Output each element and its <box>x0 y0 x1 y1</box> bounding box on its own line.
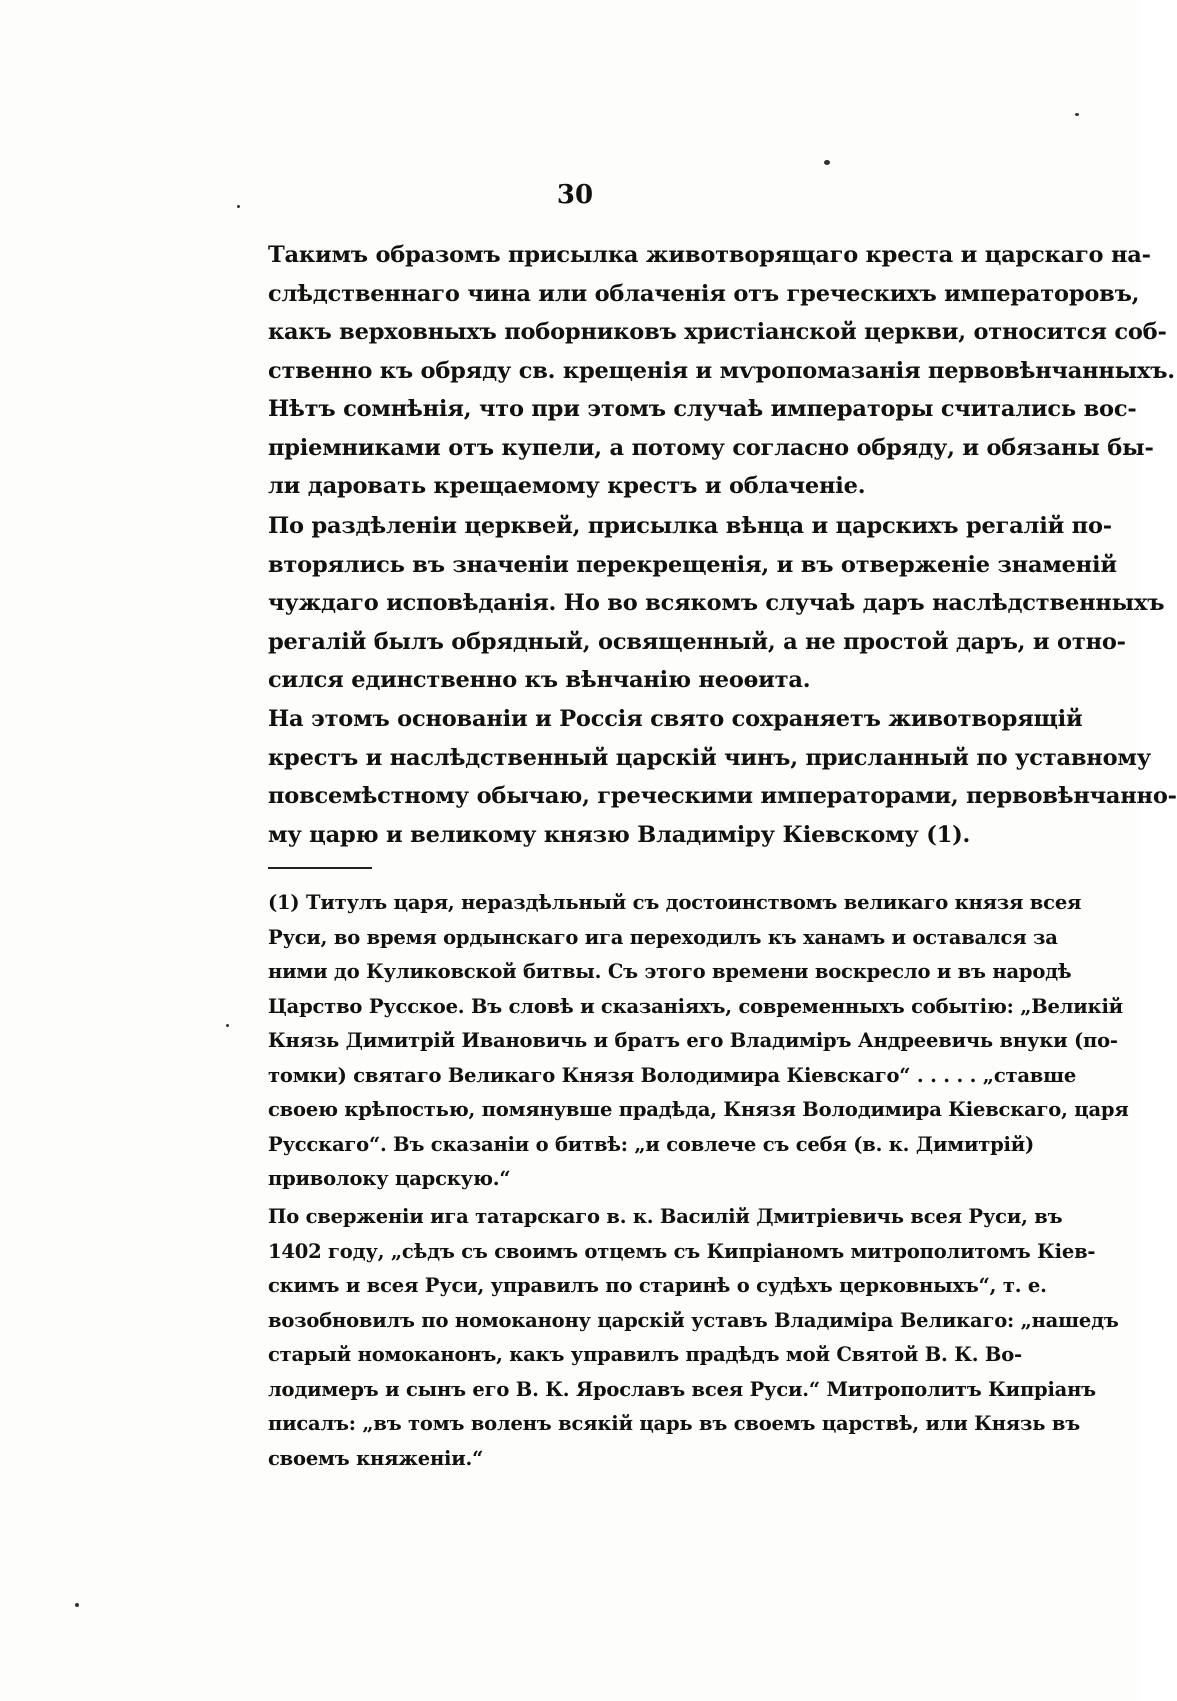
text-line: чуждаго исповѣданія. Но во всякомъ случаѣ даръ наслѣдственныхъ <box>268 590 1165 616</box>
footnote-line: Русскаго“. Въ сказаніи о битвѣ: „и совлече съ себя (в. к. Димитрій) <box>268 1132 1035 1156</box>
text-line: вторялись въ значеніи перекрещенія, и въ отверженіе знаменій <box>268 551 1117 578</box>
text-line: ли даровать крещаемому крестъ и облаченіе. <box>268 473 866 499</box>
text-line: слѣдственнаго чина или облаченія отъ греческихъ императоровъ, <box>268 280 1140 307</box>
footnote-line: возобновилъ по номоканону царскій уставъ Владиміра Великаго: „нашедъ <box>268 1308 1119 1332</box>
footnote-line: приволоку царскую.“ <box>268 1167 511 1190</box>
scan-speck <box>226 1024 229 1027</box>
footnote-divider <box>268 867 372 869</box>
footnote-line: лодимеръ и сынъ его В. К. Ярославъ всея Руси.“ Митрополитъ Кипріанъ <box>268 1377 1096 1401</box>
text-line: какъ верховныхъ поборниковъ христіанской церкви, относится соб- <box>268 319 1167 345</box>
text-line: По раздѣленіи церквей, присылка вѣнца и царскихъ регалій по- <box>268 513 1112 539</box>
footnote-line: своемъ княженіи.“ <box>268 1446 484 1470</box>
footnote-line: ними до Куликовской битвы. Съ этого времени воскресло и въ народѣ <box>268 960 1072 983</box>
footnote-line: писалъ: „въ томъ воленъ всякій царь въ своемъ царствѣ, или Князь въ <box>268 1412 1080 1435</box>
footnote-line: (1) Титулъ царя, нераздѣльный съ достоинствомъ великаго князя всея <box>268 891 1082 914</box>
footnote-line: Князь Димитрій Ивановичь и братъ его Владиміръ Андреевичь внуки (по- <box>268 1029 1118 1052</box>
footnote-line: По сверженіи ига татарскаго в. к. Василій Дмитріевичь всея Руси, въ <box>268 1205 1063 1228</box>
footnote-2 <box>268 1200 1119 1476</box>
footnote-line: старый номоканонъ, какъ управилъ прадѣдъ мой Святой В. К. Во- <box>268 1343 1022 1366</box>
scan-speck <box>1075 113 1079 116</box>
text-line: ственно къ обряду св. крещенія и мѵропомазанія первовѣнчанныхъ. <box>268 357 1175 384</box>
footnote-line: своею крѣпостью, помянувше прадѣда, Князя Володимира Кіевскаго, царя <box>268 1098 1129 1121</box>
text-line: регалій былъ обрядный, освященный, а не простой даръ, и отно- <box>268 628 1126 655</box>
page-number: 30 <box>556 180 594 210</box>
text-line: му царю и великому князю Владиміру Кіевскому (1). <box>268 821 971 848</box>
scan-speck <box>237 205 240 208</box>
text-line: На этомъ основаніи и Россія свято сохраняетъ животворящій <box>268 706 1083 732</box>
footnote-1 <box>268 886 1129 1197</box>
body-paragraph-1 <box>268 236 1175 506</box>
scan-speck <box>824 160 830 165</box>
footnote-line: томки) святаго Великаго Князя Володимира Кіевскаго“ . . . . . „ставше <box>268 1063 1077 1087</box>
text-line: повсемѣстному обычаю, греческими императорами, первовѣнчанно- <box>268 783 1177 809</box>
footnote-line: 1402 году, „сѣдъ съ своимъ отцемъ съ Кипріаномъ митрополитомъ Кіев- <box>268 1239 1096 1263</box>
text-line: Такимъ образомъ присылка животворящаго креста и царскаго на- <box>268 242 1151 268</box>
text-line: сился единственно къ вѣнчанію неоѳита. <box>268 667 811 693</box>
body-paragraph-2 <box>268 507 1165 700</box>
text-line: пріемниками отъ купели, а потому согласно обряду, и обязаны бы- <box>268 434 1154 461</box>
footnote-line: Руси, во время ордынскаго ига переходилъ къ ханамъ и оставался за <box>268 925 1058 949</box>
footnote-line: Царство Русское. Въ словѣ и сказаніяхъ, современныхъ событію: „Великій <box>268 994 1123 1018</box>
text-line: крестъ и наслѣдственный царскій чинъ, присланный по уставному <box>268 744 1151 771</box>
body-paragraph-3 <box>268 700 1177 854</box>
footnote-line: скимъ и всея Руси, управилъ по старинѣ о судѣхъ церковныхъ“, т. е. <box>268 1274 1047 1297</box>
scan-speck <box>75 1603 79 1607</box>
text-line: Нѣтъ сомнѣнія, что при этомъ случаѣ императоры считались вос- <box>268 396 1137 422</box>
